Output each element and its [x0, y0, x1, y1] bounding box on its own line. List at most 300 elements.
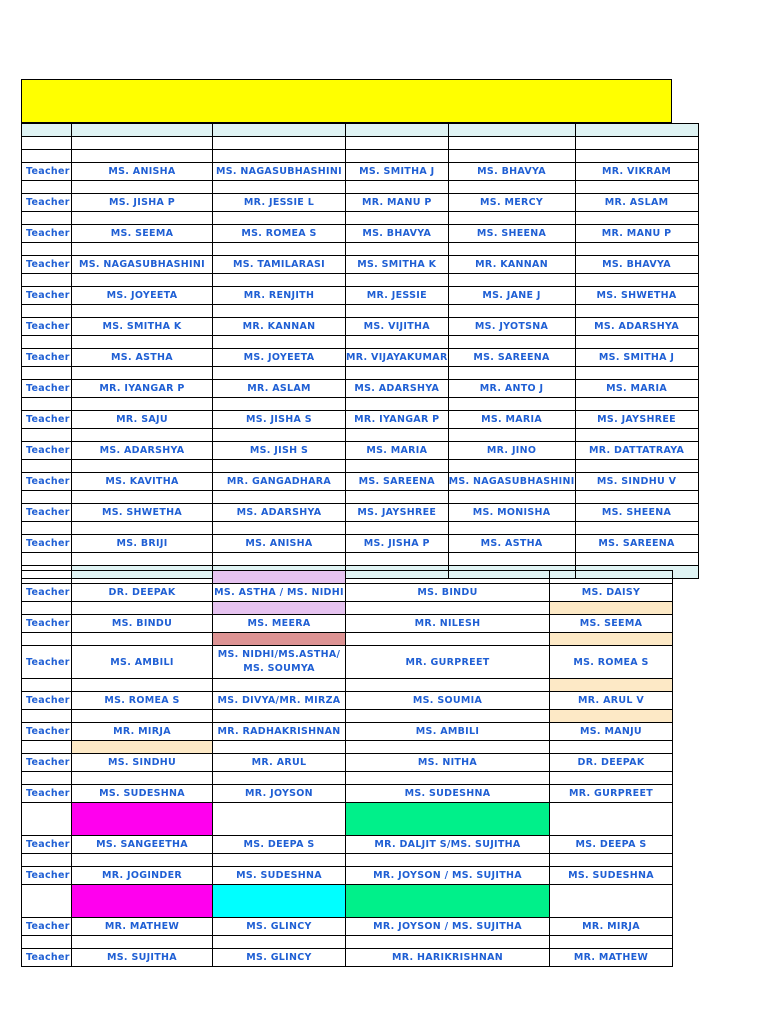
teacher-cell[interactable]: MR. SAJU [72, 411, 213, 429]
teacher-cell[interactable]: MS. JISH S [213, 442, 346, 460]
empty-cell[interactable] [575, 367, 698, 380]
teacher-cell[interactable]: MR. MATHEW [72, 918, 213, 936]
teacher-cell[interactable]: MS. BHAVYA [448, 163, 575, 181]
teacher-cell[interactable]: MR. JOGINDER [72, 867, 213, 885]
empty-cell[interactable] [346, 633, 550, 646]
teacher-cell[interactable]: MS. ASTHA / MS. NIDHI [213, 584, 346, 602]
empty-cell[interactable] [346, 553, 449, 566]
empty-cell[interactable] [346, 212, 449, 225]
empty-cell[interactable] [72, 274, 213, 287]
empty-cell[interactable] [22, 181, 72, 194]
teacher-cell[interactable]: MS. BHAVYA [575, 256, 698, 274]
empty-cell[interactable] [22, 741, 72, 754]
empty-cell[interactable] [213, 150, 346, 163]
row-label[interactable]: Teacher [22, 615, 72, 633]
empty-cell[interactable] [448, 150, 575, 163]
teacher-cell[interactable]: MS. SUDESHNA [72, 785, 213, 803]
teacher-cell[interactable]: MS. SINDHU V [575, 473, 698, 491]
empty-cell[interactable] [346, 181, 449, 194]
teacher-cell[interactable]: MR. MIRJA [550, 918, 673, 936]
empty-cell[interactable] [72, 181, 213, 194]
empty-cell[interactable] [346, 336, 449, 349]
teacher-cell[interactable]: MR. RENJITH [213, 287, 346, 305]
color-block-row [22, 885, 673, 918]
empty-cell[interactable] [72, 398, 213, 411]
teacher-cell[interactable]: MR. MIRJA [72, 723, 213, 741]
row-label[interactable]: Teacher [22, 194, 72, 212]
empty-cell[interactable] [575, 398, 698, 411]
teacher-cell[interactable]: MR. GANGADHARA [213, 473, 346, 491]
empty-cell[interactable] [213, 460, 346, 473]
row-label[interactable]: Teacher [22, 411, 72, 429]
teacher-cell[interactable]: MS. NAGASUBHASHINI [448, 473, 575, 491]
empty-cell[interactable] [72, 522, 213, 535]
empty-cell[interactable] [22, 398, 72, 411]
empty-cell[interactable] [213, 741, 346, 754]
color-block[interactable] [213, 803, 346, 836]
row-label[interactable]: Teacher [22, 918, 72, 936]
empty-cell[interactable] [550, 741, 673, 754]
empty-cell[interactable] [22, 854, 72, 867]
empty-cell[interactable] [72, 602, 213, 615]
empty-cell[interactable] [72, 936, 213, 949]
spacer-row [22, 212, 699, 225]
teacher-cell[interactable]: MR. KANNAN [213, 318, 346, 336]
empty-cell[interactable] [213, 602, 346, 615]
empty-cell[interactable] [213, 571, 346, 584]
teacher-cell[interactable]: MS. SMITHA J [346, 163, 449, 181]
table-row [22, 867, 673, 885]
empty-cell[interactable] [346, 571, 550, 584]
teacher-cell[interactable]: MS. DEEPA S [213, 836, 346, 854]
teacher-cell[interactable]: MR. JOYSON / MS. SUJITHA [346, 918, 550, 936]
teacher-cell[interactable]: MR. MANU P [575, 225, 698, 243]
empty-cell[interactable] [22, 633, 72, 646]
empty-cell[interactable] [448, 553, 575, 566]
teacher-cell[interactable]: MS. AMBILI [346, 723, 550, 741]
teacher-cell[interactable]: MS. MARIA [575, 380, 698, 398]
empty-cell[interactable] [346, 367, 449, 380]
teacher-cell[interactable]: MS. AMBILI [72, 646, 213, 679]
teacher-cell[interactable]: MS. NIDHI/MS.ASTHA/ MS. SOUMYA [213, 646, 346, 679]
empty-cell[interactable] [72, 710, 213, 723]
teacher-cell[interactable]: MR. IYANGAR P [72, 380, 213, 398]
empty-cell[interactable] [346, 429, 449, 442]
empty-cell[interactable] [346, 741, 550, 754]
empty-cell[interactable] [72, 336, 213, 349]
table-row [22, 194, 699, 212]
teacher-cell[interactable]: MS. ROMEA S [72, 692, 213, 710]
teacher-cell[interactable]: MR. JOYSON [213, 785, 346, 803]
color-block[interactable] [346, 885, 550, 918]
empty-cell[interactable] [72, 772, 213, 785]
teacher-cell[interactable]: MS. JANE J [448, 287, 575, 305]
teacher-cell[interactable]: MR. JESSIE L [213, 194, 346, 212]
empty-cell[interactable] [72, 553, 213, 566]
teacher-cell[interactable]: MR. IYANGAR P [346, 411, 449, 429]
row-label[interactable]: Teacher [22, 584, 72, 602]
teacher-cell[interactable]: MS. ADARSHYA [346, 380, 449, 398]
empty-cell[interactable] [346, 274, 449, 287]
empty-cell[interactable] [213, 367, 346, 380]
teacher-cell[interactable]: MS. ADARSHYA [72, 442, 213, 460]
empty-cell[interactable] [575, 181, 698, 194]
teacher-cell[interactable]: MS. SMITHA J [575, 349, 698, 367]
empty-cell[interactable] [213, 274, 346, 287]
empty-cell[interactable] [346, 150, 449, 163]
empty-cell[interactable] [448, 305, 575, 318]
empty-cell[interactable] [575, 124, 698, 137]
row-label[interactable]: Teacher [22, 504, 72, 522]
empty-cell[interactable] [346, 243, 449, 256]
empty-cell[interactable] [550, 633, 673, 646]
empty-cell[interactable] [22, 150, 72, 163]
empty-cell[interactable] [213, 305, 346, 318]
color-block[interactable] [213, 885, 346, 918]
empty-cell[interactable] [72, 854, 213, 867]
teacher-cell[interactable]: MS. JOYEETA [72, 287, 213, 305]
teacher-cell[interactable]: MR. ARUL V [550, 692, 673, 710]
teacher-cell[interactable]: MR. DALJIT S/MS. SUJITHA [346, 836, 550, 854]
empty-cell[interactable] [213, 243, 346, 256]
teacher-cell[interactable]: MS. SHWETHA [72, 504, 213, 522]
teacher-cell[interactable]: MR. GURPREET [550, 785, 673, 803]
empty-cell[interactable] [575, 137, 698, 150]
teacher-cell[interactable]: MS. MANJU [550, 723, 673, 741]
empty-cell[interactable] [22, 124, 72, 137]
spacer-row [22, 336, 699, 349]
empty-cell[interactable] [550, 602, 673, 615]
empty-cell[interactable] [550, 571, 673, 584]
row-label[interactable]: Teacher [22, 380, 72, 398]
teacher-cell[interactable]: MR. JOYSON / MS. SUJITHA [346, 867, 550, 885]
teacher-cell[interactable]: DR. DEEPAK [72, 584, 213, 602]
empty-cell[interactable] [575, 150, 698, 163]
empty-cell[interactable] [213, 679, 346, 692]
teacher-cell[interactable]: MR. HARIKRISHNAN [346, 949, 550, 967]
empty-cell[interactable] [213, 124, 346, 137]
empty-cell[interactable] [448, 367, 575, 380]
teacher-cell[interactable]: MS. DIVYA/MR. MIRZA [213, 692, 346, 710]
row-label[interactable]: Teacher [22, 723, 72, 741]
empty-cell[interactable] [213, 212, 346, 225]
teacher-cell[interactable]: MS. SAREENA [448, 349, 575, 367]
empty-cell[interactable] [22, 602, 72, 615]
teacher-cell[interactable]: MS. KAVITHA [72, 473, 213, 491]
empty-cell[interactable] [448, 336, 575, 349]
empty-cell[interactable] [22, 522, 72, 535]
empty-cell[interactable] [575, 274, 698, 287]
teacher-cell[interactable]: MS. SHEENA [575, 504, 698, 522]
empty-cell[interactable] [22, 460, 72, 473]
teacher-cell[interactable]: MR. VIKRAM [575, 163, 698, 181]
teacher-cell[interactable]: DR. DEEPAK [550, 754, 673, 772]
teacher-cell[interactable]: MS. SAREENA [346, 473, 449, 491]
empty-cell[interactable] [346, 491, 449, 504]
empty-cell[interactable] [72, 491, 213, 504]
teacher-cell[interactable]: MS. GLINCY [213, 918, 346, 936]
teacher-cell[interactable]: MS. SINDHU [72, 754, 213, 772]
empty-cell[interactable] [213, 710, 346, 723]
empty-cell[interactable] [550, 710, 673, 723]
teacher-cell[interactable]: MS. MEERA [213, 615, 346, 633]
empty-cell[interactable] [22, 243, 72, 256]
spacer-row [22, 305, 699, 318]
teacher-cell[interactable]: MS. SUDESHNA [213, 867, 346, 885]
empty-cell[interactable] [346, 772, 550, 785]
empty-cell[interactable] [575, 491, 698, 504]
empty-cell[interactable] [72, 137, 213, 150]
empty-cell[interactable] [346, 854, 550, 867]
empty-cell[interactable] [346, 460, 449, 473]
row-label[interactable]: Teacher [22, 318, 72, 336]
spacer-row [22, 772, 673, 785]
empty-cell[interactable] [448, 243, 575, 256]
teacher-cell[interactable]: MS. NAGASUBHASHINI [72, 256, 213, 274]
teacher-cell[interactable]: MR. NILESH [346, 615, 550, 633]
teacher-cell[interactable]: MR. ARUL [213, 754, 346, 772]
teacher-cell[interactable]: MS. NITHA [346, 754, 550, 772]
teacher-cell[interactable]: MS. SAREENA [575, 535, 698, 553]
empty-cell[interactable] [22, 571, 72, 584]
title-banner[interactable] [21, 79, 672, 123]
empty-cell[interactable] [346, 305, 449, 318]
color-block-row [22, 803, 673, 836]
empty-cell[interactable] [575, 429, 698, 442]
empty-cell[interactable] [448, 398, 575, 411]
empty-cell[interactable] [213, 137, 346, 150]
empty-cell[interactable] [213, 491, 346, 504]
empty-cell[interactable] [72, 679, 213, 692]
row-label[interactable]: Teacher [22, 754, 72, 772]
row-label[interactable]: Teacher [22, 349, 72, 367]
row-label[interactable]: Teacher [22, 163, 72, 181]
color-block[interactable] [550, 803, 673, 836]
empty-cell[interactable] [550, 772, 673, 785]
teacher-cell[interactable]: MS. SMITHA K [346, 256, 449, 274]
empty-cell[interactable] [213, 854, 346, 867]
empty-cell[interactable] [72, 429, 213, 442]
empty-cell[interactable] [72, 305, 213, 318]
teacher-cell[interactable]: MS. DAISY [550, 584, 673, 602]
spacer-row [22, 367, 699, 380]
empty-cell[interactable] [346, 602, 550, 615]
teacher-cell[interactable]: MR. ASLAM [575, 194, 698, 212]
empty-cell[interactable] [550, 679, 673, 692]
table-row [22, 584, 673, 602]
teacher-cell[interactable]: MS. JAYSHREE [346, 504, 449, 522]
empty-cell[interactable] [448, 181, 575, 194]
teacher-cell[interactable]: MS. ASTHA [72, 349, 213, 367]
teacher-cell[interactable]: MS. MARIA [448, 411, 575, 429]
teacher-cell[interactable]: MS. TAMILARASI [213, 256, 346, 274]
empty-cell[interactable] [22, 679, 72, 692]
empty-cell[interactable] [575, 553, 698, 566]
empty-cell[interactable] [72, 243, 213, 256]
teacher-cell[interactable]: MR. MANU P [346, 194, 449, 212]
row-label[interactable]: Teacher [22, 646, 72, 679]
teacher-cell[interactable]: MR. KANNAN [448, 256, 575, 274]
empty-cell[interactable] [72, 124, 213, 137]
empty-cell[interactable] [448, 274, 575, 287]
table-row [22, 287, 699, 305]
color-block[interactable] [72, 885, 213, 918]
empty-cell[interactable] [575, 336, 698, 349]
color-block[interactable] [22, 803, 72, 836]
teacher-cell[interactable]: MR. DATTATRAYA [575, 442, 698, 460]
teacher-cell[interactable]: MR. GURPREET [346, 646, 550, 679]
teacher-cell[interactable]: MS. BINDU [72, 615, 213, 633]
teacher-cell[interactable]: MS. ANISHA [72, 163, 213, 181]
spacer-row [22, 571, 673, 584]
color-block[interactable] [22, 885, 72, 918]
empty-cell[interactable] [22, 137, 72, 150]
empty-cell[interactable] [346, 137, 449, 150]
empty-cell[interactable] [346, 710, 550, 723]
empty-cell[interactable] [550, 854, 673, 867]
teacher-cell[interactable]: MS. JOYEETA [213, 349, 346, 367]
teacher-cell[interactable]: MS. JYOTSNA [448, 318, 575, 336]
table-row [22, 349, 699, 367]
empty-cell[interactable] [22, 274, 72, 287]
empty-cell[interactable] [213, 772, 346, 785]
teacher-cell[interactable]: MR. ASLAM [213, 380, 346, 398]
empty-cell[interactable] [575, 305, 698, 318]
teacher-cell[interactable]: MS. BINDU [346, 584, 550, 602]
teacher-cell[interactable]: MS. VIJITHA [346, 318, 449, 336]
teacher-cell[interactable]: MS. SMITHA K [72, 318, 213, 336]
empty-cell[interactable] [448, 460, 575, 473]
empty-cell[interactable] [22, 772, 72, 785]
empty-cell[interactable] [22, 212, 72, 225]
teacher-cell[interactable]: MS. MARIA [346, 442, 449, 460]
row-label[interactable]: Teacher [22, 535, 72, 553]
teacher-cell[interactable]: MS. GLINCY [213, 949, 346, 967]
teacher-cell[interactable]: MR. JINO [448, 442, 575, 460]
teacher-cell[interactable]: MS. SEEMA [72, 225, 213, 243]
empty-cell[interactable] [575, 212, 698, 225]
teacher-cell[interactable]: MS. SEEMA [550, 615, 673, 633]
spacer-row [22, 491, 699, 504]
teacher-cell[interactable]: MS. ADARSHYA [213, 504, 346, 522]
row-label[interactable]: Teacher [22, 442, 72, 460]
teacher-cell[interactable]: MS. BHAVYA [346, 225, 449, 243]
teacher-cell[interactable]: MS. ADARSHYA [575, 318, 698, 336]
empty-cell[interactable] [72, 367, 213, 380]
row-label[interactable]: Teacher [22, 256, 72, 274]
teacher-cell[interactable]: MS. JISHA P [346, 535, 449, 553]
empty-cell[interactable] [575, 522, 698, 535]
empty-cell[interactable] [448, 124, 575, 137]
row-label[interactable]: Teacher [22, 287, 72, 305]
teacher-cell[interactable]: MS. MONISHA [448, 504, 575, 522]
teacher-cell[interactable]: MS. NAGASUBHASHINI [213, 163, 346, 181]
empty-cell[interactable] [22, 710, 72, 723]
table-row [22, 754, 673, 772]
row-label[interactable]: Teacher [22, 692, 72, 710]
teacher-cell[interactable]: MS. SUDESHNA [550, 867, 673, 885]
empty-cell[interactable] [448, 212, 575, 225]
teacher-cell[interactable]: MS. JAYSHREE [575, 411, 698, 429]
row-label[interactable]: Teacher [22, 225, 72, 243]
empty-cell[interactable] [72, 571, 213, 584]
empty-cell[interactable] [346, 679, 550, 692]
empty-cell[interactable] [575, 460, 698, 473]
empty-cell[interactable] [448, 137, 575, 150]
empty-cell[interactable] [550, 936, 673, 949]
empty-cell[interactable] [213, 553, 346, 566]
empty-cell[interactable] [346, 522, 449, 535]
empty-cell[interactable] [213, 336, 346, 349]
teacher-cell[interactable]: MS. MERCY [448, 194, 575, 212]
empty-cell[interactable] [575, 243, 698, 256]
empty-cell[interactable] [213, 522, 346, 535]
empty-cell[interactable] [448, 491, 575, 504]
row-label[interactable]: Teacher [22, 836, 72, 854]
teacher-cell[interactable]: MS. DEEPA S [550, 836, 673, 854]
row-label[interactable]: Teacher [22, 785, 72, 803]
teacher-cell[interactable]: MS. SANGEETHA [72, 836, 213, 854]
empty-cell[interactable] [448, 429, 575, 442]
color-block[interactable] [72, 803, 213, 836]
row-label[interactable]: Teacher [22, 473, 72, 491]
teacher-cell[interactable]: MS. SOUMIA [346, 692, 550, 710]
empty-cell[interactable] [213, 633, 346, 646]
teacher-cell[interactable]: MR. RADHAKRISHNAN [213, 723, 346, 741]
teacher-cell[interactable]: MS. JISHA P [72, 194, 213, 212]
empty-cell[interactable] [213, 936, 346, 949]
empty-cell[interactable] [22, 429, 72, 442]
empty-cell[interactable] [72, 633, 213, 646]
empty-cell[interactable] [22, 367, 72, 380]
teacher-cell[interactable]: MR. ANTO J [448, 380, 575, 398]
teacher-cell[interactable]: MS. SHEENA [448, 225, 575, 243]
empty-cell[interactable] [72, 212, 213, 225]
teacher-cell[interactable]: MS. ANISHA [213, 535, 346, 553]
teacher-cell[interactable]: MR. MATHEW [550, 949, 673, 967]
color-block[interactable] [346, 803, 550, 836]
empty-cell[interactable] [213, 181, 346, 194]
teacher-cell[interactable]: MR. VIJAYAKUMAR [346, 349, 449, 367]
empty-cell[interactable] [22, 936, 72, 949]
teacher-cell[interactable]: MS. SHWETHA [575, 287, 698, 305]
empty-cell[interactable] [22, 553, 72, 566]
teacher-cell[interactable]: MS. SUJITHA [72, 949, 213, 967]
teacher-cell[interactable]: MS. ROMEA S [550, 646, 673, 679]
teacher-cell[interactable]: MS. JISHA S [213, 411, 346, 429]
teacher-cell[interactable]: MS. BRIJI [72, 535, 213, 553]
teacher-cell[interactable]: MS. ASTHA [448, 535, 575, 553]
empty-cell[interactable] [22, 336, 72, 349]
empty-cell[interactable] [346, 936, 550, 949]
color-block[interactable] [550, 885, 673, 918]
empty-cell[interactable] [72, 741, 213, 754]
empty-cell[interactable] [213, 398, 346, 411]
empty-cell[interactable] [346, 124, 449, 137]
empty-cell[interactable] [213, 429, 346, 442]
teacher-cell[interactable]: MR. JESSIE [346, 287, 449, 305]
row-label[interactable]: Teacher [22, 949, 72, 967]
empty-cell[interactable] [72, 460, 213, 473]
row-label[interactable]: Teacher [22, 867, 72, 885]
teacher-cell[interactable]: MS. SUDESHNA [346, 785, 550, 803]
empty-cell[interactable] [22, 491, 72, 504]
teacher-cell[interactable]: MS. ROMEA S [213, 225, 346, 243]
empty-cell[interactable] [72, 150, 213, 163]
empty-cell[interactable] [448, 522, 575, 535]
empty-cell[interactable] [22, 305, 72, 318]
empty-cell[interactable] [346, 398, 449, 411]
